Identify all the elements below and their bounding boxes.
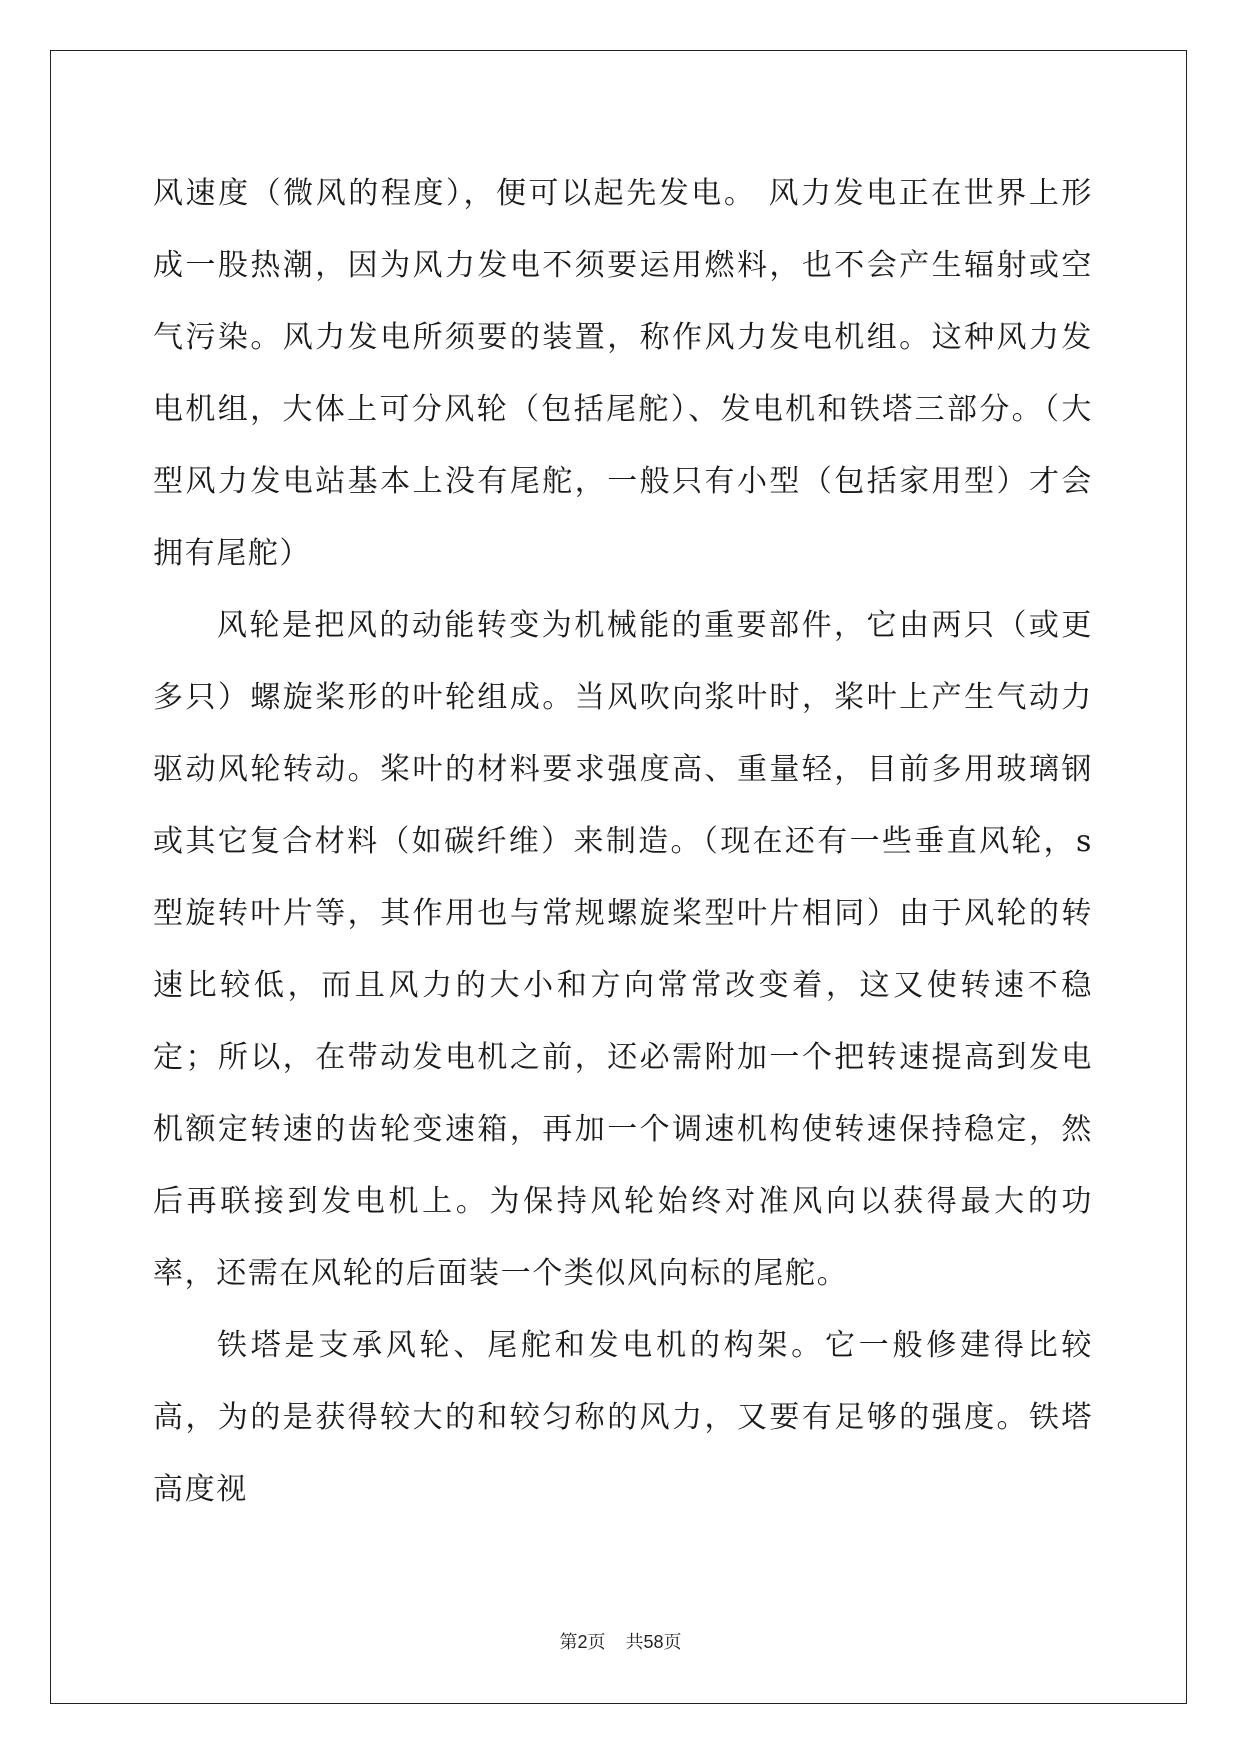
paragraph-3: 铁塔是支承风轮、尾舵和发电机的构架。它一般修建得比较高，为的是获得较大的和较匀称的风力，又要有足够的强度。铁塔高度视 (153, 1328, 1093, 1507)
footer-total-prefix: 共 (625, 1632, 644, 1653)
paragraph-1: 风速度（微风的程度），便可以起先发电。 风力发电正在世界上形成一股热潮，因为风力发电不须要运用燃料，也不会产生辐射或空气污染。风力发电所须要的装置，称作风力发电机组。这种风力发电机组，大体上可分风轮（包括尾舵）、发电机和铁塔三部分。（大型风力发电站基本上没有尾舵，一般只有小型（包括家用型）才会拥有尾舵） (153, 176, 1093, 571)
footer-page-prefix: 第 (559, 1632, 578, 1653)
footer-total-suffix: 页 (663, 1632, 682, 1653)
page-footer (0, 1628, 1241, 1654)
footer-page-number: 2 (577, 1632, 588, 1652)
footer-total-pages: 58 (643, 1632, 664, 1652)
document-body (153, 158, 1093, 1526)
paragraph-2: 风轮是把风的动能转变为机械能的重要部件，它由两只（或更多只）螺旋桨形的叶轮组成。当风吹向浆叶时，桨叶上产生气动力驱动风轮转动。桨叶的材料要求强度高、重量轻，目前多用玻璃钢或其它复合材料（如碳纤维）来制造。（现在还有一些垂直风轮，s 型旋转叶片等，其作用也与常规螺旋桨型叶片相同）由于风轮的转速比较低，而且风力的大小和方向常常改变着，这又使转速不稳定；所以，在带动发电机之前，还必需附加一个把转速提高到发电机额定转速的齿轮变速箱，再加一个调速机构使转速保持稳定，然后再联接到发电机上。为保持风轮始终对准风向以获得最大的功率，还需在风轮的后面装一个类似风向标的尾舵。 (153, 608, 1093, 1291)
footer-page-suffix: 页 (587, 1632, 606, 1653)
